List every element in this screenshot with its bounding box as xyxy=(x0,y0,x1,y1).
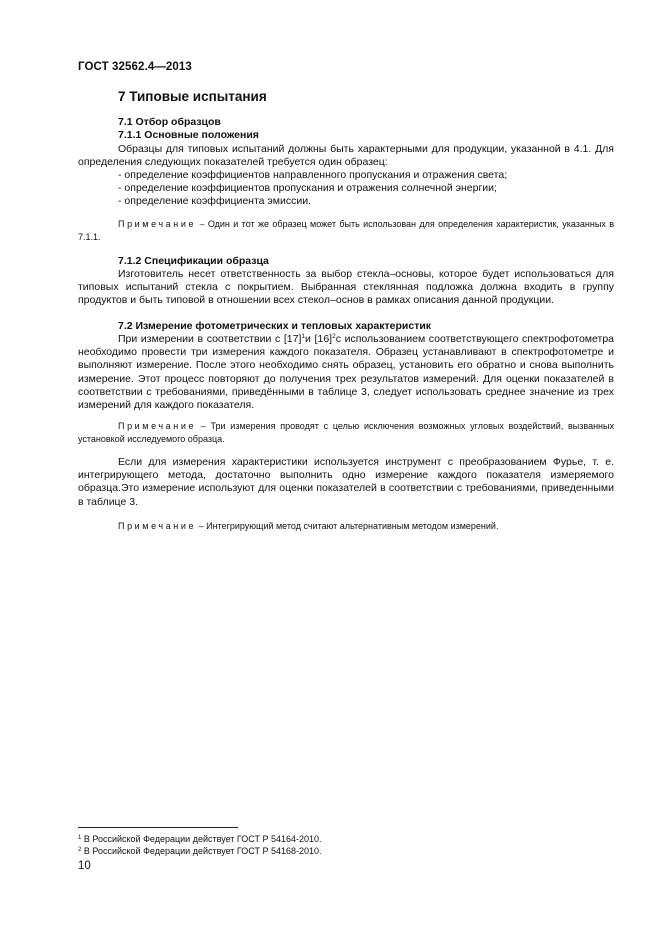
note-label: Примечание xyxy=(118,219,197,229)
footnote-ref-2: 2 xyxy=(332,333,336,340)
footnote-2 xyxy=(78,846,322,856)
section-7-title: 7 Типовые испытания xyxy=(118,89,267,104)
section-7-1-1-paragraph: Образцы для типовых испытаний должны быть характерными для продукции, указанной в 4.1. Для определения следующих показателей требуется один образец: xyxy=(78,143,614,169)
section-7-1-2-title: 7.1.2 Спецификации образца xyxy=(118,255,269,267)
list-item: - определение коэффициентов направленного пропускания и отражения света; xyxy=(118,169,508,181)
list-item: - определение коэффициента эмиссии. xyxy=(118,195,311,207)
para-text: с использованием соответствующего спектрофотометра необходимо провести три измерения каждого показателя. Образец устанавливают в спектрофотометре и выполняют измерение. После этого необходимо снять образец, установить его обратно и снова выполнить измерение. Этот процесс повторяют до получения трех результатов измерений. Для оценки показателей в соответствии с требованиями, приведёнными в таблице 3, следует использовать среднее значение из трех измерений для каждого показателя. xyxy=(78,333,615,412)
section-7-2-title: 7.2 Измерение фотометрических и тепловых характеристик xyxy=(118,320,432,332)
section-7-1-2-paragraph: Изготовитель несет ответственность за выбор стекла–основы, которое будет использоваться для типовых испытаний стекла с покрытием. Выбранная стеклянная подложка должна входить в группу продуктов и быть типовой в отношении всех стекол–основ в рамках описания данной продукции. xyxy=(78,268,614,307)
para-text: и [16] xyxy=(305,333,333,345)
section-7-2-paragraph-1 xyxy=(78,333,614,412)
note-7-2-a xyxy=(78,420,614,445)
footnote-ref-1: 1 xyxy=(301,333,306,340)
section-7-1-title: 7.1 Отбор образцов xyxy=(118,116,221,128)
footnote-number: 2 xyxy=(78,847,82,853)
footnote-text: В Российской Федерации действует ГОСТ Р 54164-2010. xyxy=(81,834,322,844)
note-text: – Интегрирующий метод считают альтернативным методом измерений. xyxy=(196,521,499,531)
note-7-2-b xyxy=(78,520,614,533)
footnote-text: В Российской Федерации действует ГОСТ Р 54168-2010. xyxy=(81,846,322,856)
list-item: - определение коэффициентов пропускания и отражения солнечной энергии; xyxy=(118,182,497,194)
note-label: Примечание xyxy=(118,421,197,431)
footnote-separator xyxy=(78,827,238,828)
para-text: При измерении в соответствии с [17] xyxy=(118,333,302,345)
page-number: 10 xyxy=(78,860,91,872)
footnote-1 xyxy=(78,834,322,844)
note-text: – Один и тот же образец может быть использован для определения характеристик, указанных в 7.1.1. xyxy=(78,219,614,242)
note-text: – Три измерения проводят с целью исключения возможных угловых воздействий, вызванных установкой исследуемого образца. xyxy=(78,421,614,444)
footnote-number: 1 xyxy=(78,835,82,841)
section-7-2-paragraph-2: Если для измерения характеристики используется инструмент с преобразованием Фурье, т. е. интегрирующего метода, достаточно выполнить одно измерение каждого показателя измеряемого образца.Это измерение используют для оценки показателей в соответствии с требованиями, приведенными в таблице 3. xyxy=(78,456,614,508)
note-7-1-1 xyxy=(78,218,614,243)
section-7-1-1-title: 7.1.1 Основные положения xyxy=(118,129,259,141)
note-label: Примечание xyxy=(118,521,197,531)
document-header: ГОСТ 32562.4—2013 xyxy=(78,61,192,73)
